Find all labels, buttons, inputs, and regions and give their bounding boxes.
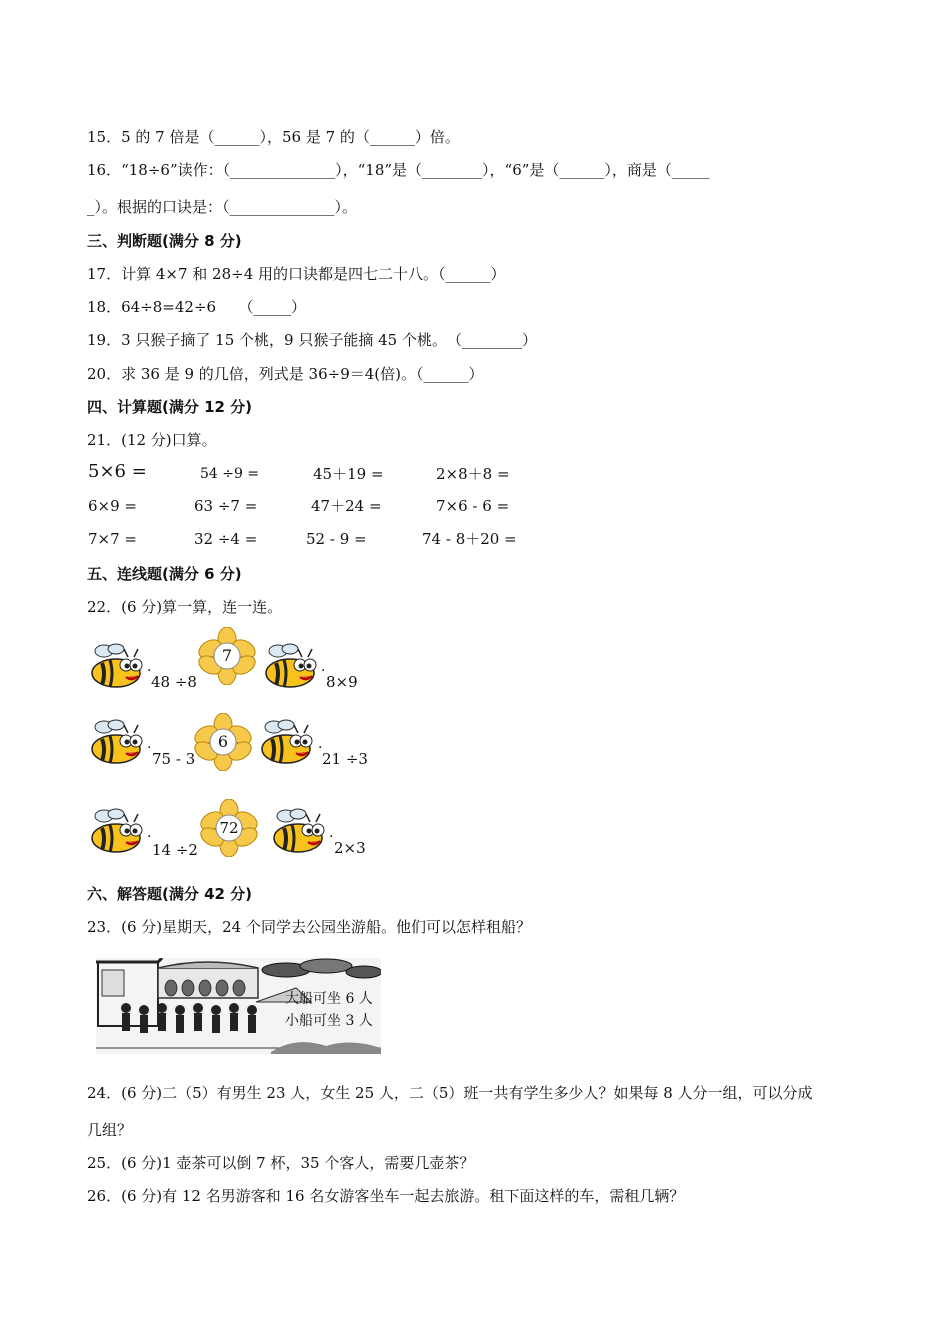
oral-calc-item: 63 ÷7 = (194, 497, 258, 515)
bee-icon (264, 643, 320, 689)
section-heading-judgement: 三、判断题(满分 8 分) (87, 232, 242, 250)
oral-calc-item: 7×6 - 6 = (436, 497, 510, 515)
section-heading-matching: 五、连线题(满分 6 分) (87, 565, 242, 583)
connection-dot: . (321, 659, 326, 675)
right-expression: 8×9 (326, 673, 358, 691)
oral-calc-item: 74 - 8＋20 = (422, 530, 517, 548)
oral-calc-item: 52 - 9 = (306, 530, 367, 548)
question-24-line2: 几组？ (87, 1121, 133, 1139)
oral-calc-item: 45＋19 = (313, 465, 384, 483)
bee-icon (90, 719, 146, 765)
question-15: 15．5 的 7 倍是（______），56 是 7 的（______）倍。 (87, 128, 460, 146)
small-boat-label: 小船可坐 3 人 (285, 1013, 373, 1029)
question-21: 21．(12 分)口算。 (87, 431, 217, 449)
oral-calc-item: 6×9 = (88, 497, 137, 515)
bee-icon (90, 808, 146, 854)
bee-icon (272, 808, 328, 854)
connection-dot: . (147, 659, 152, 675)
connection-dot: . (318, 736, 323, 752)
section-heading-calculation: 四、计算题(满分 12 分) (87, 398, 253, 416)
connection-dot: . (147, 825, 152, 841)
left-expression: 14 ÷2 (152, 841, 198, 859)
question-25: 25．(6 分)1 壶茶可以倒 7 杯，35 个客人，需要几壶茶？ (87, 1154, 475, 1172)
question-18: 18．64÷8=42÷6 （_____） (87, 298, 307, 316)
right-expression: 21 ÷3 (322, 750, 368, 768)
big-boat-label: 大船可坐 6 人 (285, 991, 373, 1007)
question-24-line1: 24．(6 分)二（5）有男生 23 人，女生 25 人，二（5）班一共有学生多少人？如果每 8 人分一组，可以分成 (87, 1084, 813, 1102)
section-heading-word-problems: 六、解答题(满分 42 分) (87, 885, 253, 903)
question-17: 17．计算 4×7 和 28÷4 用的口诀都是四七二十八。（______） (87, 265, 506, 283)
oral-calc-item: 54 ÷9 = (200, 466, 260, 482)
flower-number: 7 (221, 646, 233, 665)
question-16-line1: 16．“18÷6”读作：（______________），“18”是（________），“6”是（______），商是（_____ (87, 161, 710, 179)
question-22: 22．(6 分)算一算，连一连。 (87, 598, 283, 616)
connection-dot: . (329, 825, 334, 841)
bee-icon (90, 643, 146, 689)
question-19: 19．3 只猴子摘了 15 个桃，9 只猴子能摘 45 个桃。 （________） (87, 331, 537, 349)
bee-icon (260, 719, 316, 765)
question-23: 23．(6 分)星期天，24 个同学去公园坐游船。他们可以怎样租船？ (87, 918, 531, 936)
oral-calc-item: 2×8＋8 = (436, 465, 510, 483)
flower-number: 6 (217, 732, 229, 751)
question-20: 20．求 36 是 9 的几倍，列式是 36÷9＝4(倍)。（______） (87, 365, 484, 383)
question-26: 26．(6 分)有 12 名男游客和 16 名女游客坐车一起去旅游。租下面这样的车，需租几辆？ (87, 1187, 685, 1205)
left-expression: 75 - 3 (152, 750, 196, 768)
oral-calc-item: 47＋24 = (311, 497, 382, 515)
connection-dot: . (147, 736, 152, 752)
left-expression: 48 ÷8 (151, 673, 197, 691)
flower-number: 72 (219, 819, 239, 837)
oral-calc-item: 5×6 = (88, 461, 147, 482)
oral-calc-item: 7×7 = (88, 530, 137, 548)
right-expression: 2×3 (334, 839, 366, 857)
oral-calc-item: 32 ÷4 = (194, 530, 258, 548)
question-16-line2: _）。根据的口诀是：（______________）。 (87, 198, 358, 216)
